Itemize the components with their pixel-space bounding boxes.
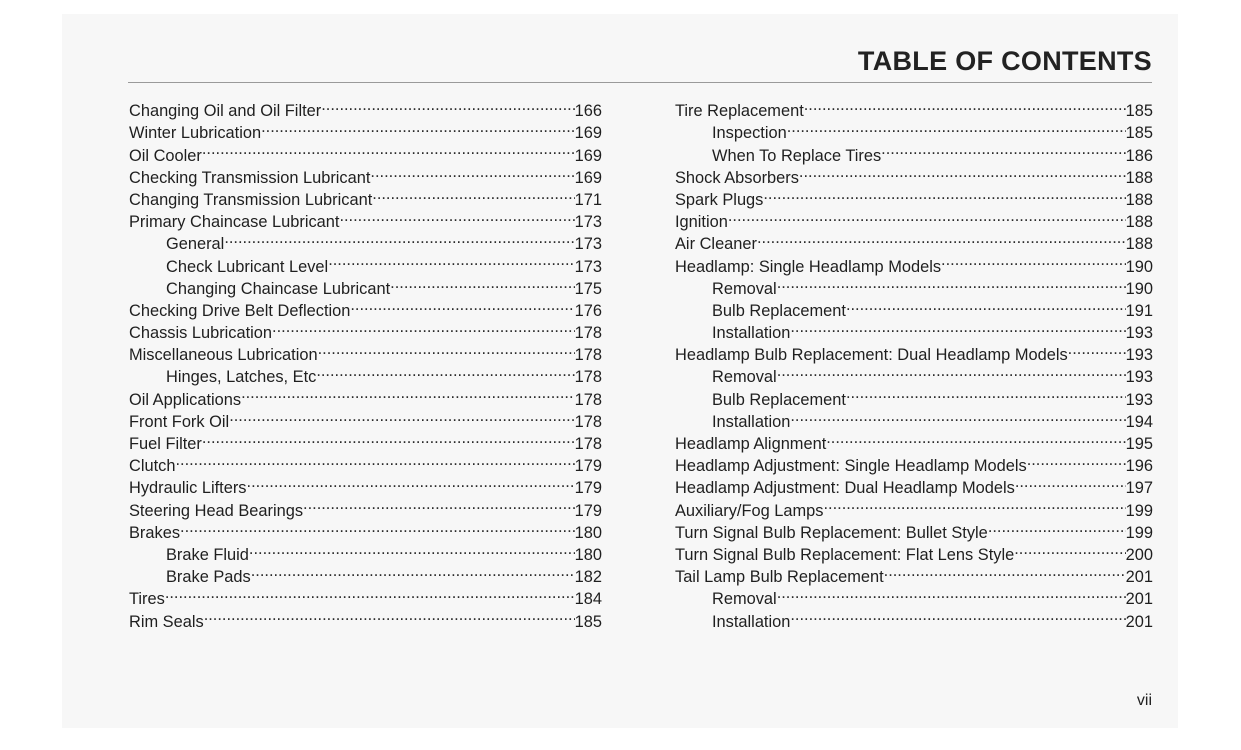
toc-entry-page-number: 201 [1125,568,1153,587]
toc-entry-title: Headlamp Alignment [675,435,827,453]
toc-entry[interactable] [675,227,1153,254]
dot-leader [884,560,1126,582]
toc-entry-page-number: 179 [574,457,602,476]
toc-entry-page-number: 197 [1125,479,1153,498]
dot-leader [318,338,575,360]
dot-leader [777,272,1126,294]
dot-leader [757,227,1126,249]
dot-leader [204,604,575,626]
dot-leader [1068,338,1126,360]
dot-leader [180,516,575,538]
toc-entry-page-number: 188 [1125,213,1153,232]
dot-leader [790,604,1125,626]
toc-entry-title: Bulb Replacement [712,301,846,320]
toc-entry-page-number: 185 [1125,124,1153,143]
toc-entry-page-number: 185 [574,612,602,631]
toc-entry[interactable] [129,604,602,631]
toc-entry-page-number: 176 [574,301,602,320]
toc-entry-page-number: 178 [574,346,602,365]
dot-leader [799,161,1126,183]
toc-entry-title: Air Cleaner [675,235,757,254]
toc-entry-page-number: 178 [574,435,602,453]
toc-entry-title: Installation [712,412,791,431]
toc-entry-title: Changing Chaincase Lubricant [166,279,391,298]
dot-leader [390,272,574,294]
toc-entry-title: Removal [712,368,777,387]
dot-leader [881,138,1125,160]
dot-leader [350,294,574,316]
dot-leader [790,405,1125,427]
toc-entry-page-number: 199 [1125,523,1153,542]
toc-entry-title: Fuel Filter [129,435,202,453]
toc-entry-page-number: 188 [1125,190,1153,209]
toc-entry-page-number: 179 [574,479,602,498]
toc-entry-title: Brakes [129,523,181,542]
toc-entry-page-number: 190 [1125,257,1153,276]
toc-left-column [129,94,602,631]
dot-leader [202,427,575,449]
dot-leader [777,360,1126,382]
toc-entry-page-number: 173 [574,235,602,254]
toc-entry-title: Primary Chaincase Lubricant [129,213,340,232]
toc-entry-page-number: 186 [1125,146,1153,165]
toc-entry-page-number: 200 [1125,545,1153,564]
toc-entry-page-number: 188 [1125,168,1153,187]
toc-entry[interactable] [129,449,602,476]
toc-entry-title: Installation [712,324,791,343]
toc-entry-title: Ignition [675,213,728,232]
toc-entry-title: Chassis Lubrication [129,324,273,343]
dot-leader [1027,449,1126,471]
toc-entry-title: Headlamp Adjustment: Dual Headlamp Models [675,479,1015,498]
toc-entry-title: Check Lubricant Level [166,257,329,276]
dot-leader [249,538,575,560]
dot-leader [763,183,1125,205]
toc-entry-page-number: 178 [574,324,602,343]
toc-entry-title: Bulb Replacement [712,390,846,409]
toc-entry-page-number: 179 [574,501,602,520]
toc-entry-page-number: 175 [574,279,602,298]
toc-entry-page-number: 178 [574,412,602,431]
toc-entry-title: Steering Head Bearings [129,501,304,520]
toc-entry-title: Hydraulic Lifters [129,479,247,498]
toc-entry-page-number: 201 [1125,590,1153,609]
toc-entry-title: General [166,235,225,254]
toc-entry-page-number: 173 [574,213,602,232]
toc-entry-page-number: 166 [574,102,602,121]
toc-entry[interactable] [675,94,1153,121]
toc-entry-title: Front Fork Oil [129,412,230,431]
document-page [62,14,1178,728]
toc-entry[interactable] [129,94,602,121]
toc-entry-title: Tires [129,590,165,609]
dot-leader [175,449,574,471]
toc-entry-page-number: 178 [574,368,602,387]
dot-leader [823,493,1125,515]
toc-entry-page-number: 188 [1125,235,1153,254]
toc-entry-title: Hinges, Latches, Etc [166,368,317,387]
dot-leader [247,471,575,493]
dot-leader [790,316,1125,338]
toc-entry-page-number: 195 [1125,435,1153,453]
dot-leader [826,427,1125,449]
toc-entry-title: Oil Cooler [129,146,202,165]
toc-entry-title: Rim Seals [129,612,204,631]
toc-entry-title: Installation [712,612,791,631]
toc-entry-page-number: 193 [1125,324,1153,343]
toc-entry-title: Removal [712,279,777,298]
dot-leader [241,382,575,404]
toc-entry-title: Winter Lubrication [129,124,262,143]
toc-entry-title: Headlamp Bulb Replacement: Dual Headlamp Models [675,346,1068,365]
toc-entry-page-number: 194 [1125,412,1153,431]
toc-right-column [675,94,1153,631]
toc-entry-title: Checking Transmission Lubricant [129,168,371,187]
toc-entry-page-number: 185 [1125,102,1153,121]
toc-entry[interactable] [129,516,602,542]
dot-leader [846,382,1126,404]
toc-entry-title: Headlamp Adjustment: Single Headlamp Models [675,457,1027,476]
toc-entry-title: Tail Lamp Bulb Replacement [675,568,884,587]
toc-entry-title: Brake Fluid [166,545,249,564]
page-header [128,44,1152,83]
toc-entry-page-number: 178 [574,390,602,409]
toc-entry-page-number: 190 [1125,279,1153,298]
dot-leader [321,94,574,116]
toc-entry-page-number: 182 [574,568,602,587]
dot-leader [372,183,574,205]
dot-leader [328,249,574,271]
toc-entry-title: Turn Signal Bulb Replacement: Flat Lens Style [675,545,1015,564]
dot-leader [1015,471,1126,493]
dot-leader [941,249,1126,271]
dot-leader [804,94,1126,116]
dot-leader [303,493,575,515]
toc-entry-title: Spark Plugs [675,190,764,209]
toc-entry[interactable] [129,582,602,609]
toc-entry-page-number: 191 [1125,301,1153,320]
dot-leader [165,582,575,604]
page-number: vii [1136,692,1152,709]
toc-entry-page-number: 169 [574,168,602,187]
toc-entry-title: Miscellaneous Lubrication [129,346,318,365]
toc-entry-title: Brake Pads [166,568,251,587]
toc-entry[interactable] [675,205,1153,232]
toc-entry-page-number: 171 [574,190,602,209]
toc-entry-page-number: 180 [574,523,602,542]
toc-entry-title: Shock Absorbers [675,168,799,187]
dot-leader [846,294,1126,316]
toc-entry-title: Turn Signal Bulb Replacement: Bullet Style [675,523,988,542]
toc-entry-page-number: 193 [1125,390,1153,409]
toc-entry-page-number: 184 [574,590,602,609]
toc-entry-page-number: 169 [574,124,602,143]
toc-entry-title: Changing Oil and Oil Filter [129,102,322,121]
dot-leader [202,138,575,160]
toc-entry-page-number: 193 [1125,368,1153,387]
toc-entry-title: Auxiliary/Fog Lamps [675,501,824,520]
dot-leader [261,116,575,138]
dot-leader [787,116,1126,138]
toc-entry[interactable] [129,538,602,564]
toc-entry-page-number: 196 [1125,457,1153,476]
toc-entry-page-number: 199 [1125,501,1153,520]
toc-entry-title: Checking Drive Belt Deflection [129,301,351,320]
toc-entry-page-number: 180 [574,545,602,564]
dot-leader [224,227,574,249]
toc-entry-page-number: 173 [574,257,602,276]
toc-entry-title: Removal [712,590,777,609]
dot-leader [777,582,1126,604]
toc-entry-page-number: 193 [1125,346,1153,365]
toc-entry-title: Changing Transmission Lubricant [129,190,373,209]
dot-leader [1014,538,1125,560]
dot-leader [229,405,574,427]
toc-entry-page-number: 169 [574,146,602,165]
dot-leader [988,516,1126,538]
toc-entry-title: When To Replace Tires [712,146,882,165]
toc-entry-title: Headlamp: Single Headlamp Models [675,257,942,276]
toc-entry-title: Inspection [712,124,787,143]
dot-leader [339,205,574,227]
toc-entry-page-number: 201 [1125,612,1153,631]
toc-entry[interactable] [129,471,602,498]
dot-leader [728,205,1126,227]
toc-entry-title: Tire Replacement [675,102,804,121]
dot-leader [272,316,575,338]
toc-entry-title: Oil Applications [129,390,242,409]
dot-leader [316,360,574,382]
toc-entry-title: Clutch [129,457,176,476]
dot-leader [370,161,574,183]
dot-leader [251,560,575,582]
page-title: TABLE OF CONTENTS [857,46,1152,76]
